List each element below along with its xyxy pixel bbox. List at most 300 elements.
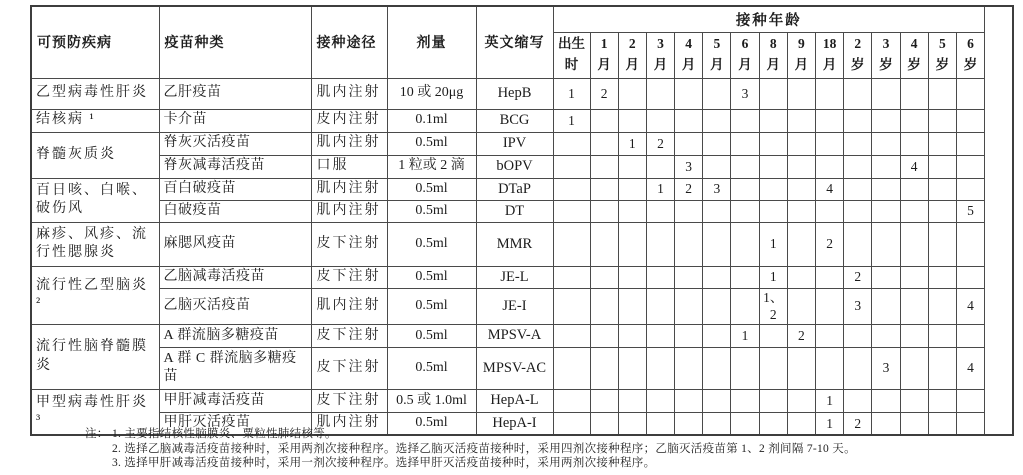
age-dose-cell bbox=[956, 324, 984, 347]
age-dose-cell: 2 bbox=[590, 78, 618, 109]
age-col-bottom: 岁 bbox=[963, 57, 978, 72]
col-header-disease: 可预防疾病 bbox=[31, 6, 159, 78]
route-cell: 口服 bbox=[311, 155, 387, 178]
disease-cell: 流行性脑脊髓膜炎 bbox=[31, 324, 159, 389]
route-cell: 皮下注射 bbox=[311, 266, 387, 288]
dose-cell: 0.5ml bbox=[387, 132, 476, 155]
age-dose-cell bbox=[872, 155, 900, 178]
note-item-1: 1. 主要指结核性脑膜炎、粟粒性肺结核等。 bbox=[112, 428, 337, 440]
age-dose-cell bbox=[787, 347, 815, 389]
age-dose-cell: 1 bbox=[646, 178, 674, 200]
route-cell: 皮内注射 bbox=[311, 109, 387, 132]
age-dose-cell bbox=[900, 132, 928, 155]
age-dose-cell bbox=[816, 200, 844, 222]
age-dose-cell bbox=[618, 324, 646, 347]
table-row bbox=[31, 389, 1013, 412]
table-header bbox=[31, 6, 1013, 78]
disease-cell: 流行性乙型脑炎 ² bbox=[31, 266, 159, 324]
age-col-bottom: 月 bbox=[766, 57, 780, 72]
table-row bbox=[31, 155, 1013, 178]
age-dose-cell bbox=[872, 222, 900, 266]
age-dose-cell bbox=[928, 288, 956, 324]
age-dose-cell bbox=[844, 155, 872, 178]
age-col-top: 6 bbox=[741, 36, 749, 52]
age-dose-cell bbox=[759, 389, 787, 412]
dose-cell: 0.5ml bbox=[387, 288, 476, 324]
age-dose-cell: 1 bbox=[759, 222, 787, 266]
age-col-header-0 bbox=[553, 32, 590, 78]
age-dose-cell bbox=[590, 178, 618, 200]
dose-cell: 0.1ml bbox=[387, 109, 476, 132]
age-dose-cell: 2 bbox=[675, 178, 703, 200]
age-dose-cell bbox=[590, 155, 618, 178]
age-dose-cell bbox=[900, 288, 928, 324]
age-dose-cell bbox=[928, 178, 956, 200]
age-dose-cell bbox=[553, 266, 590, 288]
age-dose-cell bbox=[731, 222, 759, 266]
vaccine-cell: 甲肝灭活疫苗 bbox=[159, 412, 311, 435]
vaccination-schedule-table bbox=[30, 5, 1014, 436]
vaccine-cell: A 群 C 群流脑多糖疫苗 bbox=[159, 347, 311, 389]
age-col-header-3 bbox=[646, 32, 674, 78]
age-dose-cell bbox=[646, 324, 674, 347]
age-dose-cell bbox=[928, 389, 956, 412]
disease-cell: 百日咳、白喉、破伤风 bbox=[31, 178, 159, 222]
age-dose-cell bbox=[731, 155, 759, 178]
age-dose-cell bbox=[816, 347, 844, 389]
vaccine-cell: 脊灰减毒活疫苗 bbox=[159, 155, 311, 178]
age-col-bottom: 月 bbox=[653, 57, 668, 72]
abbr-cell: HepA-I bbox=[476, 412, 553, 435]
age-dose-cell bbox=[787, 288, 815, 324]
age-col-bottom: 月 bbox=[710, 57, 724, 72]
age-dose-cell bbox=[816, 155, 844, 178]
age-dose-cell bbox=[703, 109, 731, 132]
age-dose-cell bbox=[590, 266, 618, 288]
age-col-top: 3 bbox=[657, 36, 664, 52]
note-item-2: 2. 选择乙脑减毒活疫苗接种时，采用两剂次接种程序。选择乙脑灭活疫苗接种时，采用四剂次接种程序；乙脑灭活疫苗第 1、2 剂间隔 7-10 天。 bbox=[112, 442, 856, 455]
age-dose-cell bbox=[816, 109, 844, 132]
age-col-top: 2 bbox=[628, 36, 636, 52]
age-dose-cell bbox=[816, 78, 844, 109]
age-dose-cell bbox=[590, 109, 618, 132]
abbr-cell: IPV bbox=[476, 132, 553, 155]
age-col-top: 4 bbox=[685, 36, 693, 52]
age-dose-cell bbox=[900, 178, 928, 200]
age-dose-cell: 1 bbox=[731, 324, 759, 347]
route-cell: 肌内注射 bbox=[311, 178, 387, 200]
age-dose-cell bbox=[703, 132, 731, 155]
age-col-header-7 bbox=[759, 32, 787, 78]
age-col-bottom: 月 bbox=[681, 57, 696, 72]
col-header-abbr: 英文缩写 bbox=[476, 6, 553, 78]
age-col-bottom: 岁 bbox=[935, 57, 950, 72]
vaccine-cell: 乙肝疫苗 bbox=[159, 78, 311, 109]
age-dose-cell bbox=[872, 200, 900, 222]
age-dose-cell bbox=[590, 200, 618, 222]
age-col-bottom: 岁 bbox=[907, 57, 921, 72]
col-header-vaccine: 疫苗种类 bbox=[159, 6, 311, 78]
table-row bbox=[31, 288, 1013, 324]
age-dose-cell bbox=[675, 78, 703, 109]
age-dose-cell bbox=[956, 389, 984, 412]
age-dose-cell bbox=[703, 347, 731, 389]
age-dose-cell bbox=[872, 288, 900, 324]
age-col-bottom: 月 bbox=[625, 57, 640, 72]
age-col-top: 8 bbox=[769, 36, 777, 52]
age-dose-cell bbox=[900, 389, 928, 412]
age-dose-cell bbox=[731, 132, 759, 155]
age-dose-cell bbox=[675, 288, 703, 324]
age-dose-cell bbox=[553, 324, 590, 347]
vaccine-cell: 脊灰灭活疫苗 bbox=[159, 132, 311, 155]
age-dose-cell bbox=[759, 178, 787, 200]
age-dose-cell bbox=[553, 389, 590, 412]
age-dose-cell bbox=[703, 266, 731, 288]
age-dose-cell bbox=[731, 389, 759, 412]
route-cell: 肌内注射 bbox=[311, 132, 387, 155]
abbr-cell: bOPV bbox=[476, 155, 553, 178]
age-dose-cell bbox=[900, 109, 928, 132]
abbr-cell: HepB bbox=[476, 78, 553, 109]
age-col-top: 3 bbox=[882, 36, 890, 52]
table-row bbox=[31, 200, 1013, 222]
route-cell: 肌内注射 bbox=[311, 412, 387, 435]
age-dose-cell: 2 bbox=[844, 412, 872, 435]
table-body bbox=[31, 78, 1013, 435]
age-dose-cell: 3 bbox=[844, 288, 872, 324]
age-dose-cell: 1 bbox=[816, 389, 844, 412]
age-dose-cell bbox=[928, 347, 956, 389]
age-col-top: 5 bbox=[938, 36, 946, 52]
dose-cell: 0.5ml bbox=[387, 347, 476, 389]
age-dose-cell bbox=[618, 109, 646, 132]
dose-cell: 0.5ml bbox=[387, 200, 476, 222]
age-col-header-10 bbox=[844, 32, 872, 78]
age-dose-cell bbox=[956, 412, 984, 435]
age-dose-cell bbox=[731, 178, 759, 200]
age-dose-cell bbox=[816, 132, 844, 155]
age-dose-cell bbox=[787, 109, 815, 132]
vaccine-cell: 乙脑减毒活疫苗 bbox=[159, 266, 311, 288]
age-dose-cell bbox=[844, 222, 872, 266]
age-dose-cell bbox=[872, 412, 900, 435]
vaccine-cell: 百白破疫苗 bbox=[159, 178, 311, 200]
abbr-cell: JE-I bbox=[476, 288, 553, 324]
age-dose-cell: 3 bbox=[675, 155, 703, 178]
route-cell: 皮下注射 bbox=[311, 222, 387, 266]
vaccine-cell: A 群流脑多糖疫苗 bbox=[159, 324, 311, 347]
age-dose-cell bbox=[675, 109, 703, 132]
table-row bbox=[31, 78, 1013, 109]
age-dose-cell: 1 bbox=[816, 412, 844, 435]
age-dose-cell bbox=[590, 288, 618, 324]
age-dose-cell bbox=[900, 222, 928, 266]
age-col-header-2 bbox=[618, 32, 646, 78]
age-dose-cell bbox=[590, 222, 618, 266]
col-header-age-group: 接种年龄 bbox=[553, 6, 985, 32]
route-cell: 皮下注射 bbox=[311, 324, 387, 347]
table-row bbox=[31, 132, 1013, 155]
disease-cell: 麻疹、风疹、流行性腮腺炎 bbox=[31, 222, 159, 266]
age-dose-cell bbox=[553, 178, 590, 200]
age-dose-cell bbox=[590, 132, 618, 155]
table-row bbox=[31, 324, 1013, 347]
table-row bbox=[31, 178, 1013, 200]
age-dose-cell bbox=[872, 109, 900, 132]
age-dose-cell bbox=[928, 266, 956, 288]
age-col-top: 18 bbox=[822, 36, 837, 52]
age-dose-cell bbox=[872, 132, 900, 155]
age-dose-cell bbox=[731, 109, 759, 132]
age-dose-cell bbox=[872, 324, 900, 347]
age-dose-cell bbox=[844, 78, 872, 109]
age-dose-cell: 1 bbox=[553, 109, 590, 132]
age-dose-cell: 1 bbox=[618, 132, 646, 155]
age-dose-cell bbox=[703, 288, 731, 324]
age-dose-cell: 4 bbox=[956, 347, 984, 389]
abbr-cell: DT bbox=[476, 200, 553, 222]
age-dose-cell bbox=[675, 132, 703, 155]
age-dose-cell bbox=[787, 266, 815, 288]
age-dose-cell bbox=[759, 109, 787, 132]
age-dose-cell bbox=[759, 78, 787, 109]
dose-cell: 0.5ml bbox=[387, 266, 476, 288]
age-col-top: 出生 bbox=[558, 36, 585, 52]
abbr-cell: DTaP bbox=[476, 178, 553, 200]
vaccine-cell: 甲肝减毒活疫苗 bbox=[159, 389, 311, 412]
age-dose-cell: 3 bbox=[703, 178, 731, 200]
table-container bbox=[30, 5, 1014, 436]
age-col-top: 2 bbox=[854, 36, 862, 52]
age-dose-cell bbox=[646, 347, 674, 389]
age-dose-cell bbox=[646, 78, 674, 109]
age-dose-cell: 2 bbox=[646, 132, 674, 155]
age-dose-cell bbox=[675, 324, 703, 347]
age-dose-cell bbox=[787, 78, 815, 109]
dose-cell: 0.5ml bbox=[387, 178, 476, 200]
age-dose-cell bbox=[618, 200, 646, 222]
age-dose-cell bbox=[787, 222, 815, 266]
age-col-bottom: 时 bbox=[564, 57, 579, 72]
age-dose-cell bbox=[956, 109, 984, 132]
age-dose-cell bbox=[646, 266, 674, 288]
age-dose-cell bbox=[759, 324, 787, 347]
age-dose-cell bbox=[675, 389, 703, 412]
age-dose-cell bbox=[900, 412, 928, 435]
disease-cell: 乙型病毒性肝炎 bbox=[31, 78, 159, 109]
age-dose-cell bbox=[675, 266, 703, 288]
abbr-cell: MPSV-AC bbox=[476, 347, 553, 389]
table-row bbox=[31, 266, 1013, 288]
age-dose-cell bbox=[787, 200, 815, 222]
age-dose-cell bbox=[956, 78, 984, 109]
age-dose-cell bbox=[956, 178, 984, 200]
age-dose-cell bbox=[900, 78, 928, 109]
route-cell: 皮下注射 bbox=[311, 347, 387, 389]
age-dose-cell bbox=[590, 324, 618, 347]
route-cell: 肌内注射 bbox=[311, 200, 387, 222]
note-line-3 bbox=[112, 456, 856, 471]
age-dose-cell: 1 bbox=[553, 78, 590, 109]
age-dose-cell bbox=[928, 155, 956, 178]
vaccine-cell: 麻腮风疫苗 bbox=[159, 222, 311, 266]
age-dose-cell bbox=[618, 155, 646, 178]
dose-cell: 0.5 或 1.0ml bbox=[387, 389, 476, 412]
age-dose-cell bbox=[956, 222, 984, 266]
age-dose-cell bbox=[928, 412, 956, 435]
age-dose-cell bbox=[703, 78, 731, 109]
age-dose-cell bbox=[872, 178, 900, 200]
age-col-header-9 bbox=[816, 32, 844, 78]
age-dose-cell bbox=[731, 200, 759, 222]
age-dose-cell bbox=[618, 222, 646, 266]
age-col-top: 5 bbox=[713, 36, 721, 52]
age-dose-cell: 3 bbox=[731, 78, 759, 109]
age-dose-cell bbox=[646, 109, 674, 132]
age-dose-cell: 2 bbox=[816, 222, 844, 266]
age-dose-cell: 3 bbox=[872, 347, 900, 389]
route-cell: 肌内注射 bbox=[311, 78, 387, 109]
age-col-bottom: 月 bbox=[597, 57, 611, 72]
age-dose-cell bbox=[553, 222, 590, 266]
vaccine-cell: 乙脑灭活疫苗 bbox=[159, 288, 311, 324]
age-dose-cell bbox=[703, 324, 731, 347]
age-col-header-4 bbox=[675, 32, 703, 78]
age-dose-cell bbox=[646, 389, 674, 412]
table-notes bbox=[85, 427, 856, 471]
age-dose-cell: 4 bbox=[900, 155, 928, 178]
age-dose-cell bbox=[703, 222, 731, 266]
age-dose-cell bbox=[928, 132, 956, 155]
note-item-3: 3. 选择甲肝减毒活疫苗接种时，采用一剂次接种程序。选择甲肝灭活疫苗接种时，采用两剂次接种程序。 bbox=[112, 457, 656, 469]
age-dose-cell bbox=[553, 155, 590, 178]
age-dose-cell bbox=[675, 347, 703, 389]
age-dose-cell bbox=[844, 178, 872, 200]
age-dose-cell bbox=[872, 266, 900, 288]
age-dose-cell bbox=[553, 200, 590, 222]
age-dose-cell bbox=[956, 132, 984, 155]
age-col-bottom: 岁 bbox=[851, 57, 865, 72]
age-dose-cell bbox=[928, 109, 956, 132]
age-col-bottom: 月 bbox=[794, 57, 809, 72]
age-dose-cell bbox=[646, 222, 674, 266]
age-dose-cell bbox=[618, 178, 646, 200]
age-col-header-8 bbox=[787, 32, 815, 78]
table-row bbox=[31, 222, 1013, 266]
age-dose-cell bbox=[872, 78, 900, 109]
age-col-top: 1 bbox=[600, 36, 608, 52]
age-dose-cell bbox=[844, 200, 872, 222]
route-cell: 肌内注射 bbox=[311, 288, 387, 324]
age-dose-cell bbox=[759, 347, 787, 389]
age-dose-cell: 4 bbox=[816, 178, 844, 200]
age-dose-cell bbox=[759, 200, 787, 222]
age-col-top: 4 bbox=[910, 36, 918, 52]
age-dose-cell bbox=[731, 288, 759, 324]
age-dose-cell bbox=[553, 132, 590, 155]
table-row bbox=[31, 347, 1013, 389]
age-dose-cell bbox=[844, 109, 872, 132]
disease-cell: 甲型病毒性肝炎 ³ bbox=[31, 389, 159, 435]
age-dose-cell bbox=[956, 266, 984, 288]
age-dose-cell bbox=[646, 200, 674, 222]
age-dose-cell bbox=[618, 288, 646, 324]
age-dose-cell: 2 bbox=[844, 266, 872, 288]
note-line-2 bbox=[112, 442, 856, 457]
age-col-header-12 bbox=[900, 32, 928, 78]
age-dose-cell bbox=[787, 132, 815, 155]
age-dose-cell bbox=[844, 132, 872, 155]
age-dose-cell bbox=[553, 347, 590, 389]
dose-cell: 1 粒或 2 滴 bbox=[387, 155, 476, 178]
age-dose-cell bbox=[956, 155, 984, 178]
age-dose-cell bbox=[816, 324, 844, 347]
age-dose-cell bbox=[872, 389, 900, 412]
age-dose-cell bbox=[816, 266, 844, 288]
abbr-cell: JE-L bbox=[476, 266, 553, 288]
table-row bbox=[31, 109, 1013, 132]
age-dose-cell bbox=[731, 347, 759, 389]
disease-cell: 结核病 ¹ bbox=[31, 109, 159, 132]
vaccine-cell: 卡介苗 bbox=[159, 109, 311, 132]
age-dose-cell bbox=[900, 200, 928, 222]
disease-cell: 脊髓灰质炎 bbox=[31, 132, 159, 178]
age-dose-cell: 1 bbox=[759, 266, 787, 288]
age-dose-cell: 1、2 bbox=[759, 288, 787, 324]
age-dose-cell bbox=[928, 324, 956, 347]
age-dose-cell bbox=[844, 389, 872, 412]
dose-cell: 0.5ml bbox=[387, 412, 476, 435]
age-dose-cell: 4 bbox=[956, 288, 984, 324]
age-col-bottom: 月 bbox=[822, 57, 837, 72]
age-dose-cell bbox=[618, 266, 646, 288]
age-dose-cell bbox=[703, 155, 731, 178]
age-col-header-14 bbox=[956, 32, 984, 78]
age-dose-cell bbox=[928, 78, 956, 109]
age-dose-cell bbox=[590, 389, 618, 412]
age-dose-cell bbox=[618, 78, 646, 109]
route-cell: 皮下注射 bbox=[311, 389, 387, 412]
age-dose-cell bbox=[816, 288, 844, 324]
notes-prefix: 注： bbox=[85, 428, 109, 440]
age-dose-cell: 2 bbox=[787, 324, 815, 347]
age-dose-cell bbox=[731, 266, 759, 288]
age-dose-cell bbox=[703, 200, 731, 222]
age-col-header-6 bbox=[731, 32, 759, 78]
age-dose-cell bbox=[646, 155, 674, 178]
age-dose-cell bbox=[900, 266, 928, 288]
age-dose-cell bbox=[787, 389, 815, 412]
age-col-header-11 bbox=[872, 32, 900, 78]
age-dose-cell bbox=[759, 132, 787, 155]
age-dose-cell bbox=[703, 389, 731, 412]
header-row-top bbox=[31, 6, 1013, 32]
vaccine-cell: 白破疫苗 bbox=[159, 200, 311, 222]
abbr-cell: BCG bbox=[476, 109, 553, 132]
age-dose-cell bbox=[646, 288, 674, 324]
age-col-header-5 bbox=[703, 32, 731, 78]
note-line-1 bbox=[85, 427, 856, 442]
abbr-cell: MMR bbox=[476, 222, 553, 266]
age-dose-cell bbox=[590, 347, 618, 389]
age-col-top: 9 bbox=[798, 36, 805, 52]
age-dose-cell bbox=[928, 222, 956, 266]
abbr-cell: MPSV-A bbox=[476, 324, 553, 347]
age-dose-cell bbox=[618, 389, 646, 412]
age-dose-cell bbox=[618, 347, 646, 389]
age-dose-cell bbox=[787, 155, 815, 178]
